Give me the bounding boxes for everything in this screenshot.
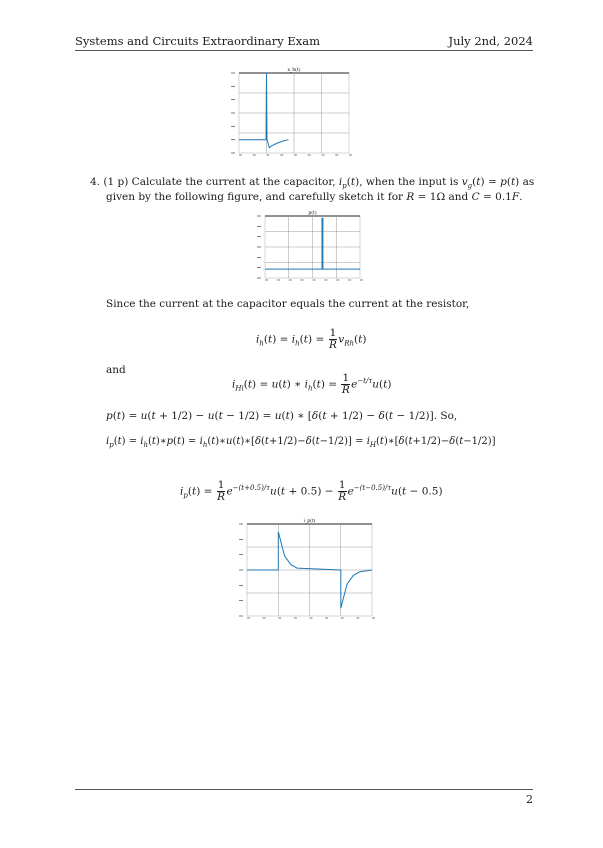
plot-title: i_p(t) <box>303 519 316 524</box>
equation-4: $i_p(t)$ = $i_h(t)∗p(t)$ = $i_h(t)∗u(t)∗[\delta(t+1/2)-\delta(t-1/2)]$ = $i_H(t)∗[\delta(t+1/2)-\delta(t-1/2)]$ <box>106 436 496 449</box>
question-number: 4. <box>90 176 101 188</box>
question-4-line2: given by the following figure, and carefully sketch it for R = 1Ω and C = 0.1F. <box>106 191 523 203</box>
plot-p-svg <box>255 208 365 288</box>
series-line-x_h <box>239 73 289 148</box>
question-points: (1 p) <box>103 176 129 188</box>
question-4: 4. (1 p) Calculate the current at the capacitor, $i_p(t)$, when the input is $v_g(t) = p(t)$ as <box>90 176 535 191</box>
question-text-4: given by the following figure, and carefully sketch it for <box>106 191 404 203</box>
plot-xh-svg <box>225 66 360 160</box>
plot-ip-svg <box>225 518 380 622</box>
answer-so: So, <box>440 410 458 422</box>
equation-3: p(t) = u(t + 1/2) − u(t − 1/2) = u(t) ∗ [δ(t + 1/2) − δ(t − 1/2)]. So, <box>106 410 458 422</box>
page-number: 2 <box>526 793 533 806</box>
equation-2: $i_{Hi}(t) = u(t)$ ∗ $i_h(t)$ = $\frac{1}{R}$ $e^{-t/\tau}u(t)$ <box>232 372 392 396</box>
question-text-5: and <box>448 191 469 203</box>
header-title: Systems and Circuits Extraordinary Exam <box>75 34 320 48</box>
plot-title: p(t) <box>308 211 317 216</box>
plot-xh <box>225 66 360 160</box>
question-text-1: Calculate the current at the capacitor, <box>131 176 336 188</box>
header-date: July 2nd, 2024 <box>448 34 533 48</box>
plot-title: x_h(t) <box>287 68 301 73</box>
equation-5: $i_p(t)$ = $\frac{1}{R}$ $e^{-(t+0.5)/\tau}u(t + 0.5)$ − $\frac{1}{R}$ $e^{-(t-0.5)/\tau}u(t - 0.5)$ <box>180 479 443 503</box>
header-rule <box>75 50 533 51</box>
question-text-2: when the input is <box>365 176 459 188</box>
plot-p <box>255 208 365 288</box>
plot-ip <box>225 518 380 622</box>
footer-rule <box>75 789 533 790</box>
question-text-3: as <box>522 176 535 188</box>
equation-1: $i_h(t) = i_h(t)$ = $\frac{1}{R}$ $v_{Rh}(t)$ <box>256 327 367 351</box>
answer-intro: Since the current at the capacitor equals the current at the resistor, <box>106 298 470 310</box>
answer-and: and <box>106 364 126 376</box>
